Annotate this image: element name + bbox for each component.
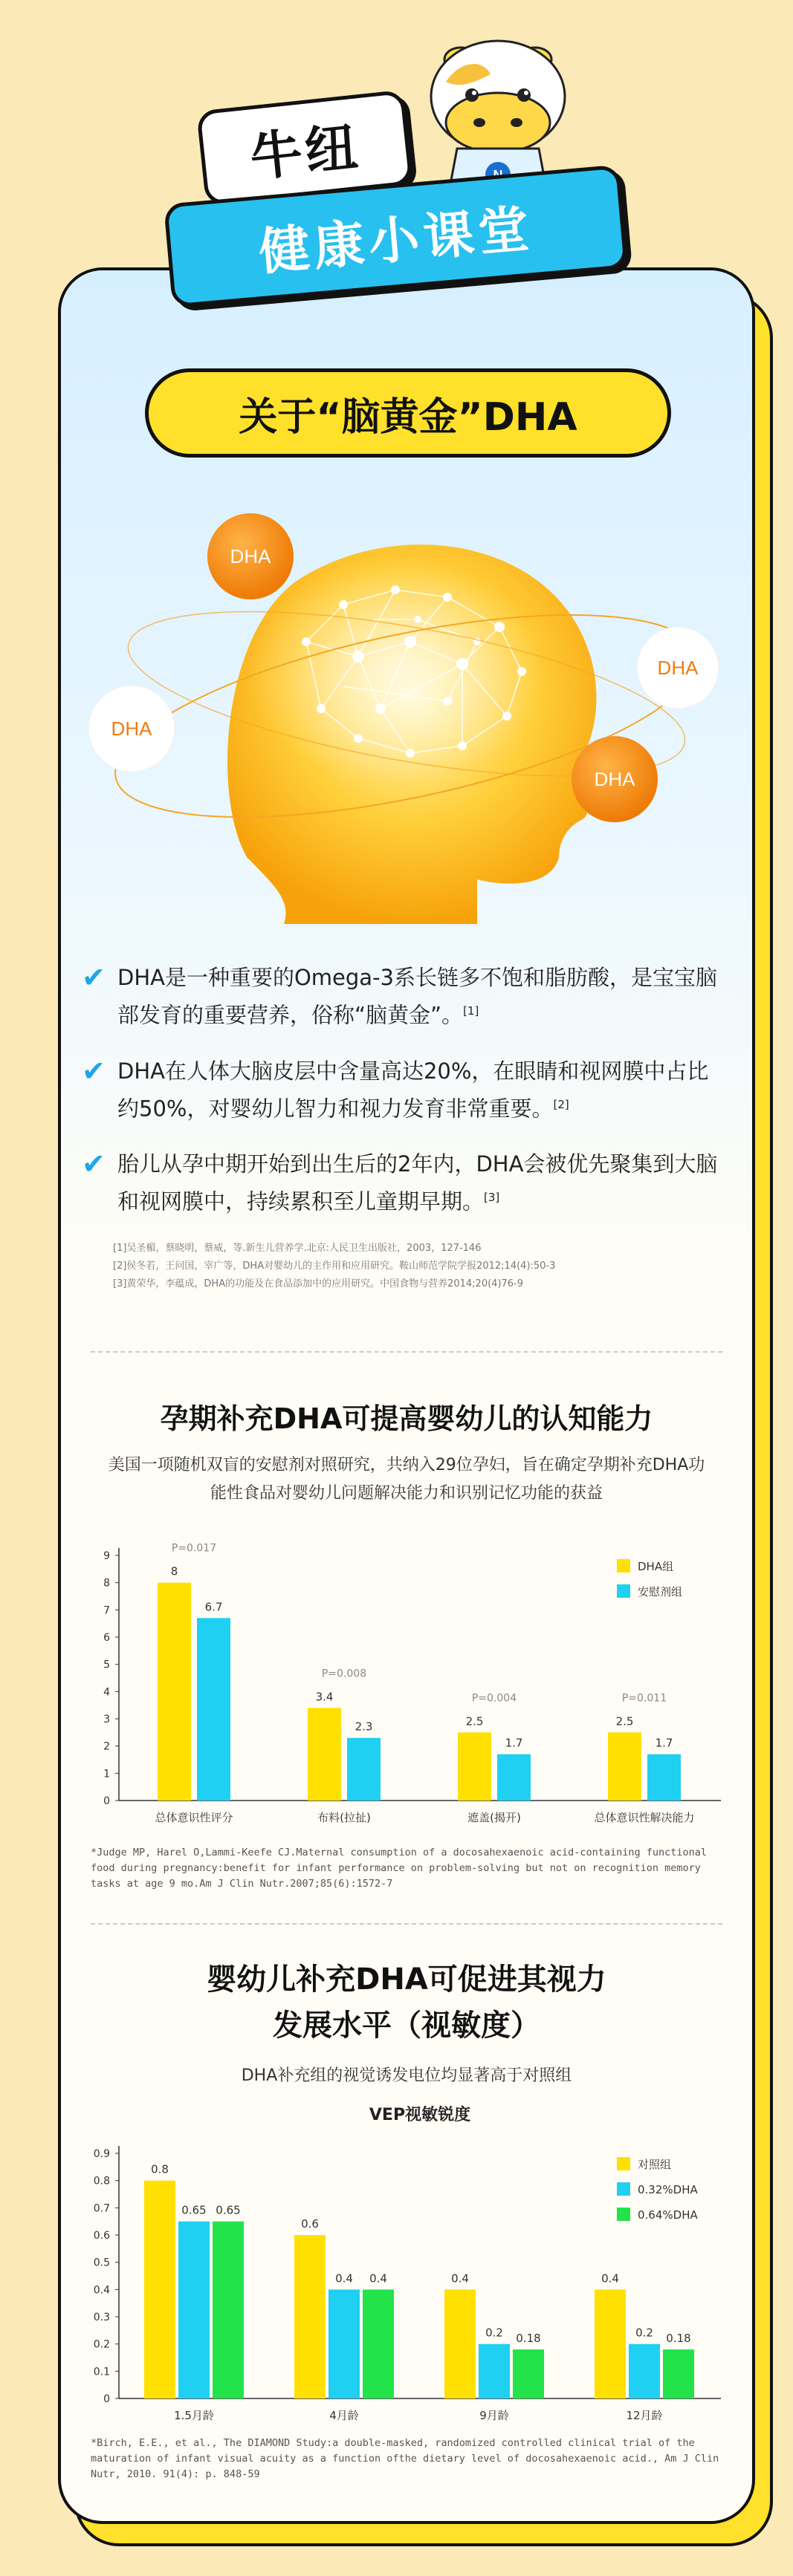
bar-value-label: 0.4: [451, 2271, 469, 2286]
y-tick-label: 3: [103, 1714, 110, 1726]
cognitive-bar-chart: [82, 1526, 736, 1845]
x-category-label: 1.5月龄: [174, 2409, 214, 2422]
bar: [479, 2344, 510, 2398]
y-tick-label: 5: [103, 1659, 110, 1671]
p-value-label: P=0.004: [471, 1692, 517, 1705]
fact-list: [82, 961, 728, 1241]
bar: [347, 1738, 381, 1801]
y-tick-label: 0: [103, 1795, 110, 1807]
bar-value-label: 0.18: [666, 2332, 691, 2345]
y-tick-label: 0.6: [93, 2230, 110, 2242]
bar: [513, 2349, 544, 2398]
legend-label: 对照组: [638, 2158, 672, 2171]
bar-value-label: 0.65: [181, 2203, 207, 2217]
svg-text:DHA: DHA: [594, 768, 635, 790]
bar: [197, 1618, 230, 1801]
legend-label: 0.64%DHA: [638, 2208, 698, 2222]
bar-value-label: 2.3: [355, 1720, 373, 1734]
check-icon: ✔: [82, 961, 106, 994]
bar: [595, 2289, 626, 2398]
legend-label: 安慰剂组: [638, 1585, 683, 1598]
bar-value-label: 6.7: [204, 1600, 223, 1614]
svg-text:DHA: DHA: [657, 657, 699, 679]
header-badge-subtitle: 健康小课堂: [164, 164, 628, 308]
bar-value-label: 8: [170, 1564, 178, 1578]
y-tick-label: 6: [103, 1632, 110, 1644]
bar-value-label: 0.4: [335, 2271, 353, 2286]
brain-illustration: [61, 471, 752, 924]
y-tick-label: 0.2: [93, 2338, 110, 2351]
legend-label: 0.32%DHA: [638, 2183, 698, 2196]
dha-bubble-4: [572, 736, 658, 822]
dha-bubble-2: [637, 627, 719, 709]
bar-value-label: 1.7: [505, 1736, 523, 1750]
bar-value-label: 0.2: [485, 2326, 503, 2340]
section2-description: DHA补充组的视觉诱发电位均显著高于对照组: [241, 2066, 572, 2085]
content-card: [58, 267, 755, 2524]
dha-bubble-1: [207, 513, 294, 599]
page-title: 关于“脑黄金”DHA: [145, 368, 671, 458]
section1-description: 美国一项随机双盲的安慰剂对照研究，共纳入29位孕妇，旨在确定孕期补充DHA功能性食品对婴幼儿问题解决能力和识别记忆功能的获益: [108, 1456, 705, 1503]
svg-text:DHA: DHA: [111, 718, 152, 740]
bar: [497, 1754, 531, 1801]
bar: [647, 1754, 681, 1801]
fact-text: DHA是一种重要的Omega-3系长链多不饱和脂肪酸，是宝宝脑部发育的重要营养，俗称“脑黄金”。: [117, 965, 717, 1028]
bar-value-label: 1.7: [655, 1736, 673, 1750]
bar-value-label: 0.6: [301, 2217, 319, 2231]
visual-acuity-bar-chart: [82, 2101, 736, 2428]
y-tick-label: 0.5: [93, 2257, 110, 2269]
svg-text:DHA: DHA: [230, 545, 271, 567]
x-category-label: 总体意识性评分: [155, 1811, 233, 1824]
bar-value-label: 0.18: [516, 2332, 541, 2345]
y-tick-label: 7: [103, 1604, 110, 1617]
y-tick-label: 0: [103, 2393, 110, 2405]
section1-citation: *Judge MP, Harel O,Lammi-Keefe CJ.Maternal consumption of a docosahexaenoic acid-containing functional food during pregnancy:benefit for infant performance on problem-solving but not on recognition memory tasks at age 9 mo.Am J Clin Nutr.2007;85(6):1572-7: [91, 1847, 708, 1890]
legend-label: DHA组: [638, 1560, 674, 1573]
reference-item: [3]黄荣华，李蕴成，DHA的功能及在食品添加中的应用研究。中国食物与营养2014;20(4)76-9: [113, 1278, 524, 1289]
bar-value-label: 0.8: [151, 2162, 169, 2176]
section2-title-line1: 婴幼儿补充DHA可促进其视力: [207, 1962, 606, 1997]
bar: [363, 2289, 394, 2398]
y-tick-label: 4: [103, 1686, 110, 1699]
bar: [629, 2344, 660, 2398]
legend-swatch: [617, 2182, 630, 2196]
reference-list: [113, 1240, 722, 1293]
bar: [308, 1708, 341, 1801]
legend-swatch: [617, 2208, 630, 2221]
section-divider: [91, 1351, 722, 1353]
check-icon: ✔: [82, 1054, 106, 1087]
x-category-label: 布料(拉扯): [317, 1811, 371, 1824]
x-category-label: 4月龄: [329, 2409, 359, 2422]
section2-citation: *Birch, E.E., et al., The DIAMOND Study:a double-masked, randomized controlled clinical trial of the maturation of infant visual acuity as a function ofthe dietary level of docosahexaenoic acid., Am J Clin Nutr, 2010. 91(4): p. 848-59: [91, 2437, 719, 2480]
legend-swatch: [617, 1559, 630, 1572]
bar-value-label: 3.4: [315, 1690, 334, 1704]
section2-title-line2: 发展水平（视敏度）: [273, 2009, 540, 2043]
fact-text: 胎儿从孕中期开始到出生后的2年内，DHA会被优先聚集到大脑和视网膜中，持续累积至儿童期早期。: [117, 1151, 718, 1214]
x-category-label: 遮盖(揭开): [467, 1811, 521, 1824]
bar-value-label: 0.65: [216, 2203, 241, 2217]
bar: [444, 2289, 476, 2398]
bar: [158, 1583, 191, 1801]
y-tick-label: 9: [103, 1550, 110, 1562]
section-divider: [91, 1923, 722, 1925]
legend-swatch: [617, 1584, 630, 1598]
bar: [458, 1732, 491, 1801]
y-tick-label: 0.8: [93, 2175, 110, 2188]
fact-item: [82, 961, 728, 1032]
bar: [663, 2349, 694, 2398]
x-category-label: 12月龄: [626, 2409, 663, 2422]
fact-ref: [2]: [553, 1097, 569, 1111]
x-category-label: 总体意识性解决能力: [594, 1811, 695, 1824]
bar-value-label: 0.2: [635, 2326, 653, 2340]
section2-title: [61, 1957, 752, 2049]
bar: [608, 1732, 641, 1801]
y-tick-label: 0.3: [93, 2312, 110, 2323]
bar: [178, 2222, 210, 2398]
fact-item: [82, 1148, 728, 1219]
dha-bubble-3: [88, 686, 175, 772]
chart-title: VEP视敏锐度: [369, 2106, 471, 2124]
bar-value-label: 0.4: [601, 2271, 619, 2286]
p-value-label: P=0.008: [321, 1668, 367, 1680]
x-category-label: 9月龄: [479, 2409, 509, 2422]
fact-item: [82, 1055, 728, 1126]
fact-ref: [1]: [463, 1004, 479, 1018]
y-tick-label: 0.7: [93, 2202, 110, 2215]
y-tick-label: 1: [103, 1768, 110, 1780]
bar: [294, 2235, 326, 2398]
y-tick-label: 0.9: [93, 2148, 110, 2160]
fact-ref: [3]: [484, 1191, 500, 1205]
y-tick-label: 2: [103, 1740, 110, 1753]
bar: [213, 2222, 244, 2398]
section1-title: 孕期补充DHA可提高婴幼儿的认知能力: [160, 1402, 653, 1435]
y-tick-label: 0.1: [93, 2366, 110, 2378]
header-badge-brand: 牛纽: [196, 90, 413, 206]
y-tick-label: 8: [103, 1577, 110, 1590]
fact-text: DHA在人体大脑皮层中含量高达20%，在眼睛和视网膜中占比约50%，对婴幼儿智力和视力发育非常重要。: [117, 1058, 709, 1122]
reference-item: [2]侯冬若，王问国，宰广等，DHA对婴幼儿的主作用和应用研究。鞍山师范学院学报2012;14(4):50-3: [113, 1261, 556, 1272]
bar: [144, 2181, 175, 2398]
bar-value-label: 2.5: [615, 1714, 634, 1728]
bar-value-label: 0.4: [369, 2271, 387, 2286]
bar-value-label: 2.5: [465, 1714, 484, 1728]
y-tick-label: 0.4: [93, 2284, 110, 2297]
p-value-label: P=0.011: [621, 1692, 667, 1705]
bar: [328, 2289, 360, 2398]
legend-swatch: [617, 2157, 630, 2170]
p-value-label: P=0.017: [171, 1542, 217, 1555]
check-icon: ✔: [82, 1148, 106, 1181]
reference-item: [1]吴圣楣，蔡晓明，蔡威，等.新生儿营养学.北京:人民卫生出版社，2003，127-146: [113, 1243, 482, 1254]
